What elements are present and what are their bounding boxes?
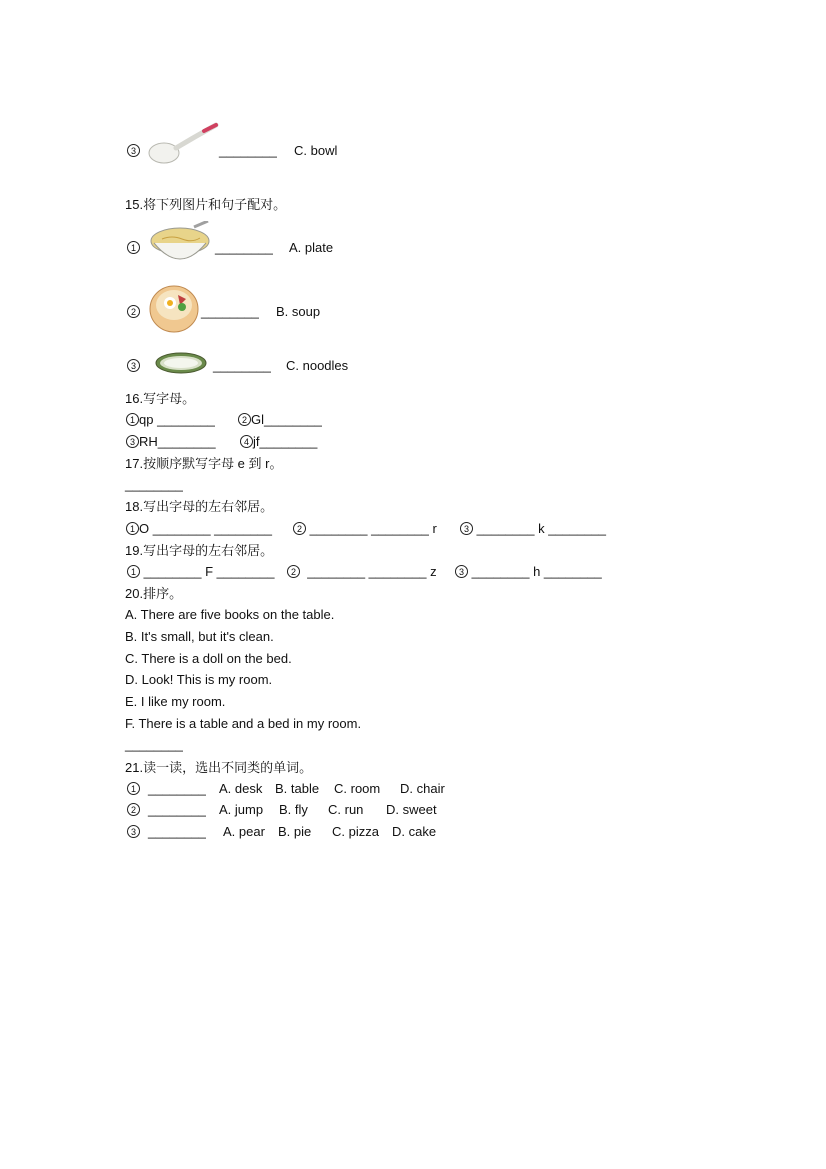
item-1: 1 O ________ ________ bbox=[126, 521, 272, 537]
answer-blank[interactable]: ________ bbox=[148, 802, 206, 817]
question-15-title: 15.将下列图片和句子配对。 bbox=[125, 197, 287, 212]
option-d: D. cake bbox=[392, 824, 437, 839]
number-circle: 1 bbox=[126, 413, 139, 426]
number-circle: 3 bbox=[127, 824, 140, 840]
number-circle: 3 bbox=[127, 358, 140, 374]
option-a: A. desk bbox=[219, 781, 263, 796]
item-2: 2 ________ ________ z bbox=[287, 564, 437, 580]
number-circle: 2 bbox=[293, 522, 306, 535]
item-1: 1 qp ________ bbox=[126, 412, 215, 428]
item-2: 2 Gl________ bbox=[238, 412, 322, 428]
question-17-title: 17.按顺序默写字母 e 到 r。 bbox=[125, 456, 283, 471]
number-circle: 2 bbox=[287, 565, 300, 578]
number-circle: 3 bbox=[127, 143, 140, 159]
spoon-picture bbox=[146, 120, 222, 166]
question-16-title: 16.写字母。 bbox=[125, 391, 196, 406]
answer-blank[interactable]: ________ bbox=[213, 358, 271, 373]
question-19-title: 19.写出字母的左右邻居。 bbox=[125, 543, 274, 558]
answer-blank[interactable]: ________ bbox=[201, 304, 259, 319]
question-18-title: 18.写出字母的左右邻居。 bbox=[125, 499, 274, 514]
option-c: C. pizza bbox=[332, 824, 379, 839]
option-b: B. fly bbox=[279, 802, 308, 817]
option-c: C. run bbox=[328, 802, 364, 817]
number-circle: 3 bbox=[455, 565, 468, 578]
sentence-f: F. There is a table and a bed in my room. bbox=[125, 716, 362, 731]
option-text: C. bowl bbox=[294, 143, 338, 158]
answer-blank[interactable]: ________ bbox=[148, 824, 206, 839]
number-circle: 2 bbox=[127, 802, 140, 818]
question-21-title: 21.读一读，选出不同类的单词。 bbox=[125, 760, 313, 775]
number-circle: 2 bbox=[127, 304, 140, 320]
answer-blank[interactable]: ________ bbox=[125, 477, 183, 492]
sentence-d: D. Look! This is my room. bbox=[125, 672, 273, 687]
number-circle: 3 bbox=[126, 435, 139, 448]
option-d: D. chair bbox=[400, 781, 445, 796]
option-text: C. noodles bbox=[286, 358, 349, 373]
option-a: A. jump bbox=[219, 802, 264, 817]
item-3: 3 RH________ bbox=[126, 434, 216, 450]
number-circle: 3 bbox=[460, 522, 473, 535]
soup-bowl-picture bbox=[148, 283, 200, 333]
option-text: B. soup bbox=[276, 304, 321, 319]
sentence-e: E. I like my room. bbox=[125, 694, 226, 709]
number-circle: 2 bbox=[238, 413, 251, 426]
sentence-c: C. There is a doll on the bed. bbox=[125, 651, 292, 666]
number-circle: 1 bbox=[127, 240, 140, 256]
sentence-b: B. It's small, but it's clean. bbox=[125, 629, 274, 644]
item-2: 2 ________ ________ r bbox=[293, 521, 437, 537]
item-3: 3 ________ k ________ bbox=[460, 521, 606, 537]
answer-blank[interactable]: ________ bbox=[148, 781, 206, 796]
answer-blank[interactable]: ________ bbox=[219, 143, 277, 158]
number-circle: 1 bbox=[126, 522, 139, 535]
answer-blank[interactable]: ________ bbox=[125, 737, 183, 752]
option-b: B. pie bbox=[278, 824, 312, 839]
option-b: B. table bbox=[275, 781, 320, 796]
number-circle: 4 bbox=[240, 435, 253, 448]
option-text: A. plate bbox=[289, 240, 334, 255]
option-c: C. room bbox=[334, 781, 381, 796]
plate-picture bbox=[154, 351, 208, 375]
answer-blank[interactable]: ________ bbox=[215, 240, 273, 255]
item-3: 3 ________ h ________ bbox=[455, 564, 602, 580]
item-1: 1 ________ F ________ bbox=[127, 564, 274, 580]
number-circle: 1 bbox=[127, 565, 140, 578]
option-d: D. sweet bbox=[386, 802, 437, 817]
item-4: 4 jf________ bbox=[240, 434, 317, 450]
sentence-a: A. There are five books on the table. bbox=[125, 607, 335, 622]
option-a: A. pear bbox=[223, 824, 265, 839]
question-20-title: 20.排序。 bbox=[125, 586, 183, 601]
noodle-bowl-picture bbox=[148, 221, 214, 267]
number-circle: 1 bbox=[127, 781, 140, 797]
